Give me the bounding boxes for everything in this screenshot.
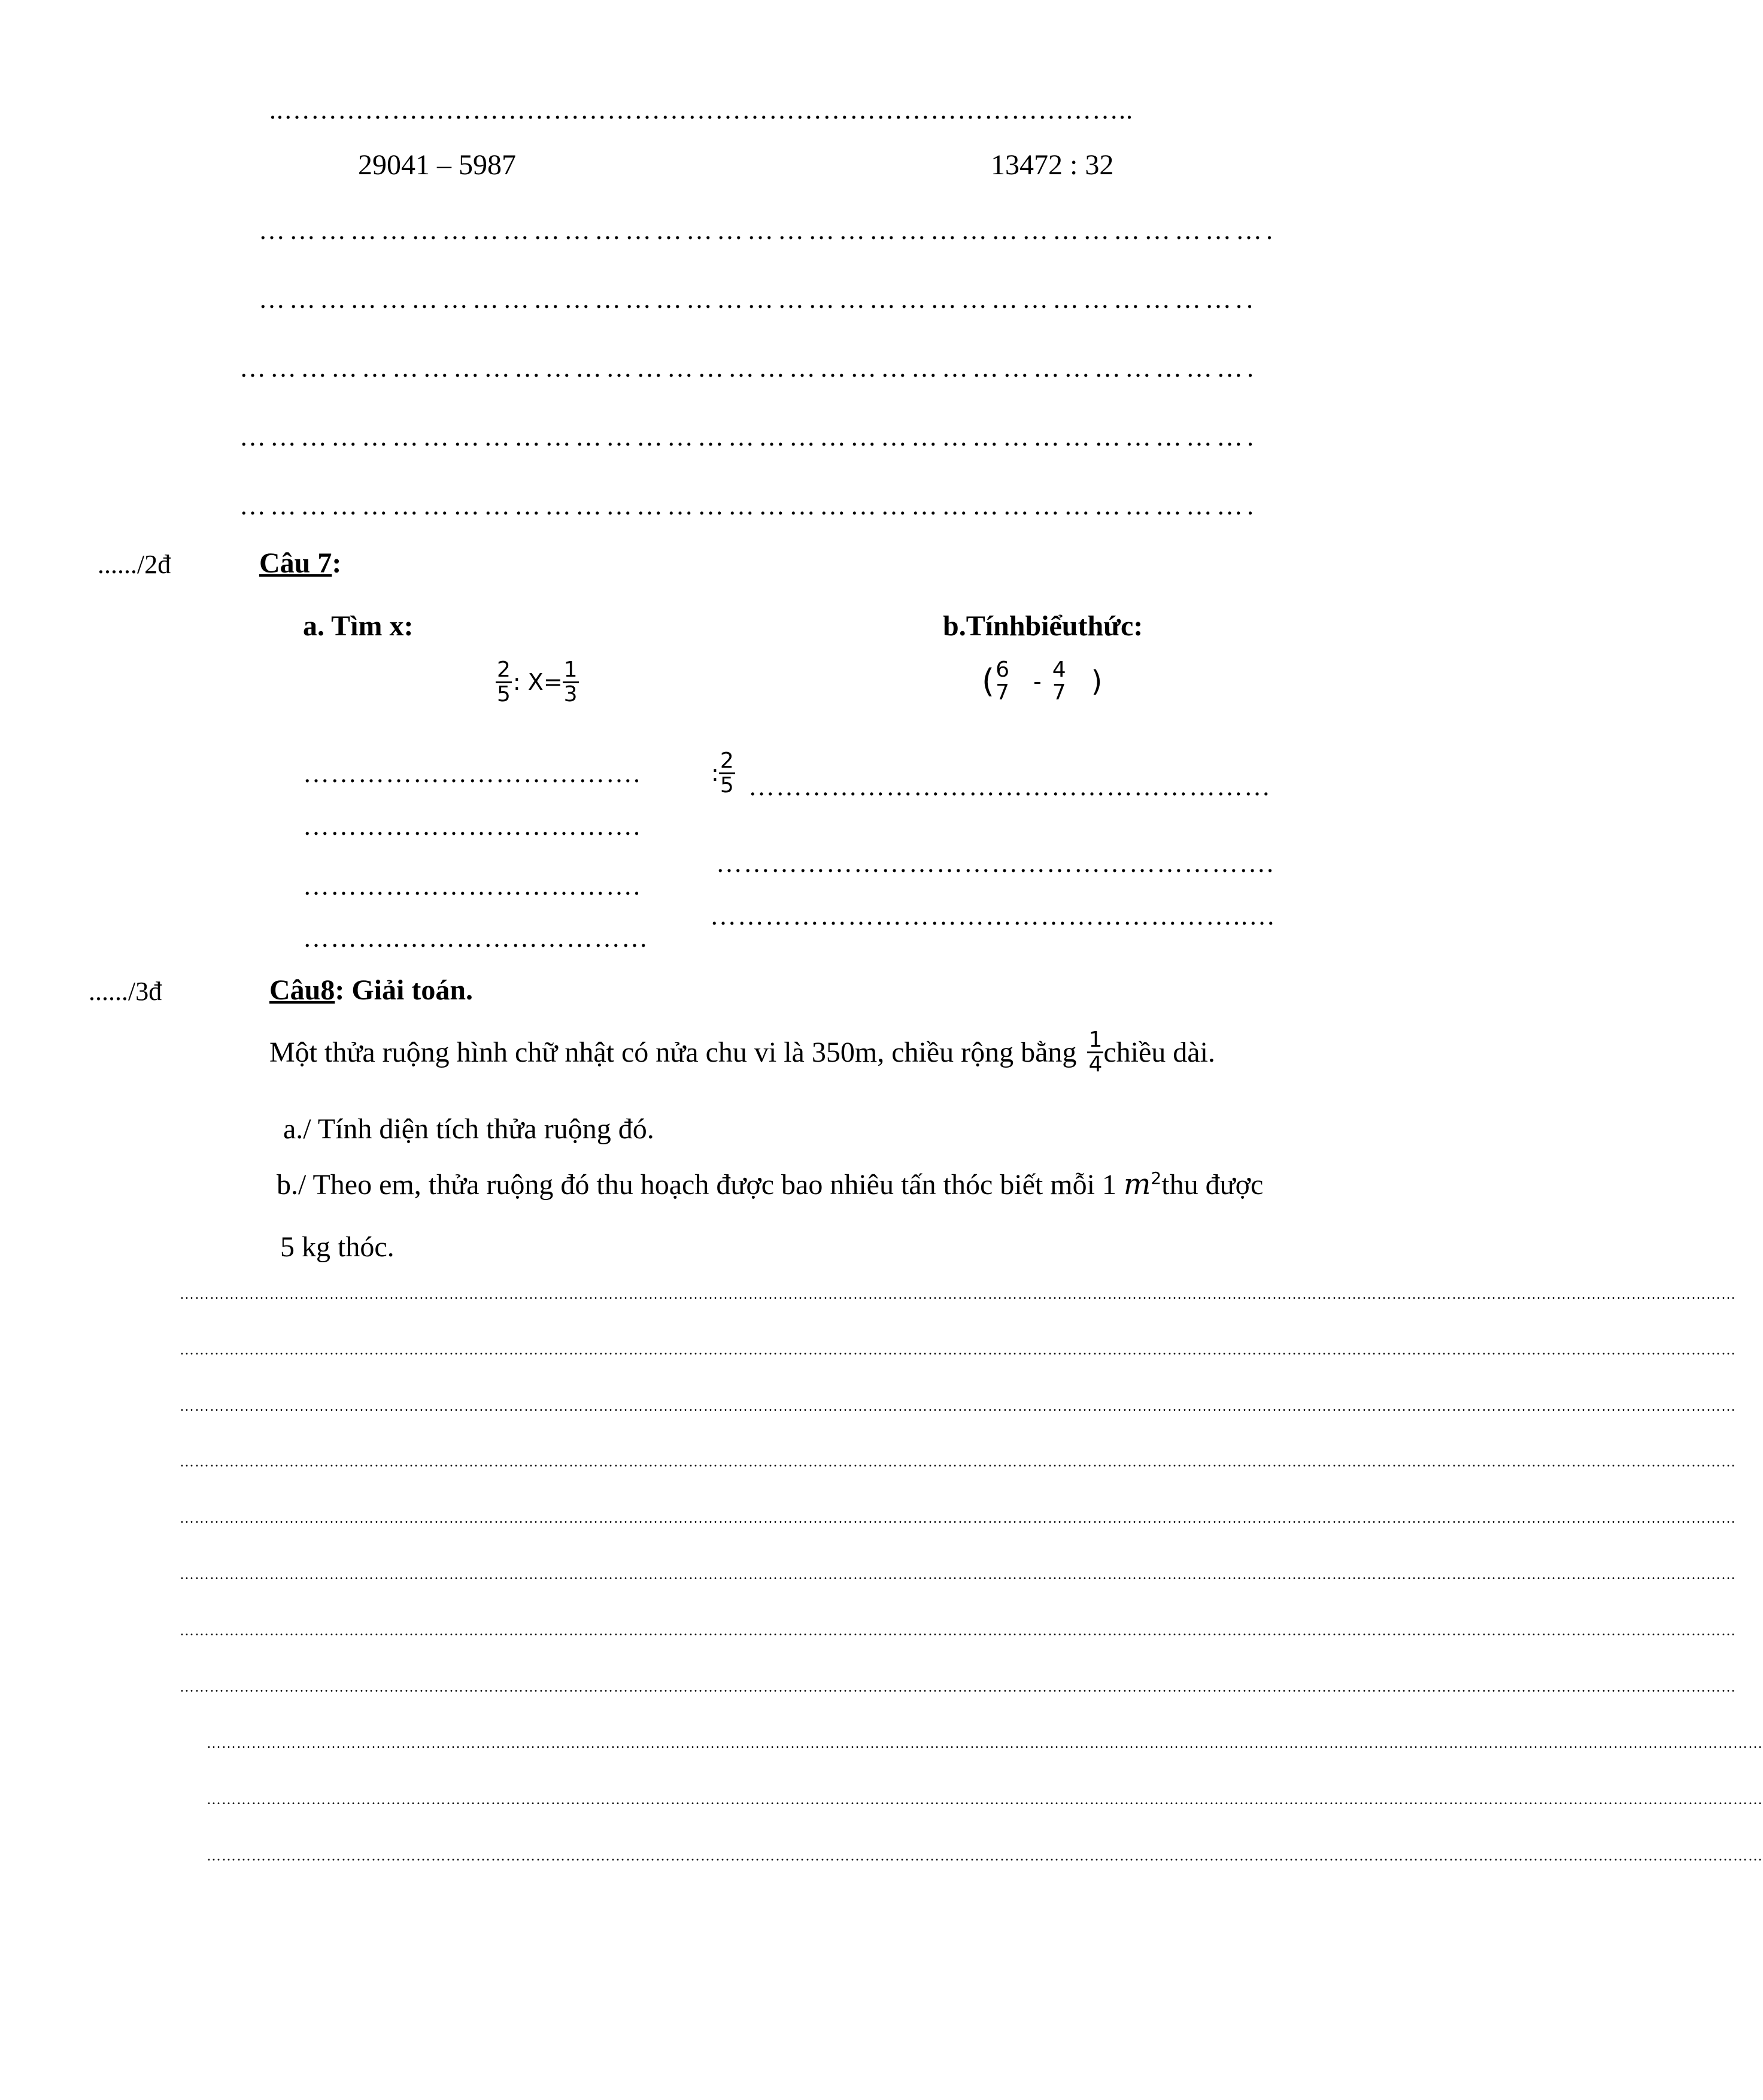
problem-text-end: chiều dài. (1103, 1036, 1215, 1068)
numerator: 1 (1088, 1028, 1103, 1052)
denominator: 5 (497, 681, 511, 707)
answer-line[interactable]: …………………………………………………………………………………………………………………………………………………………………………………………………………………………………………………………………………………… (207, 1792, 1763, 1808)
part-b-text-end: thu được (1161, 1169, 1264, 1201)
question-7-title (259, 547, 341, 580)
answer-line[interactable]: …………………………………………………………………………………………………………………………………………………………………………………………………………………………………………………………………………………… (207, 1736, 1763, 1751)
part-b-text: b./ Theo em, thửa ruộng đó thu hoạch được bao nhiêu tấn thóc biết mỗi 1 (277, 1169, 1124, 1201)
minus-sign: - (1033, 668, 1042, 695)
score-q8: ....../3đ (89, 977, 162, 1006)
dot-line[interactable]: ………..……………………… (303, 923, 649, 953)
score-q7: ....../2đ (98, 550, 171, 579)
problem-statement (269, 1029, 1215, 1076)
answer-line[interactable]: …………………………………………………………………………………………………………………………………………………………………………………………………………………………………………………………………………………… (180, 1623, 1736, 1639)
open-paren: ( (982, 662, 995, 701)
answer-line[interactable]: …………………………………………………………………………………………………………………………………………………………………………………………………………………………………………………………………………………… (180, 1454, 1736, 1470)
part-b-question (277, 1168, 1263, 1201)
denominator: 3 (563, 681, 578, 707)
denominator: 7 (1052, 680, 1066, 705)
equation-operator: : X= (512, 669, 563, 696)
part-a-question: a./ Tính diện tích thửa ruộng đó. (283, 1113, 654, 1145)
question-7-colon: : (332, 547, 342, 579)
answer-line[interactable]: …………………………………………………………………………………………………………………………………………………………………………………………………………………………………………………………………………………… (180, 1567, 1736, 1583)
answer-line[interactable]: …………………………………………………………………………………………………………………………………………………………………………………………………………………………………………………………………………………… (180, 1343, 1736, 1358)
question-8-label: Câu8 (269, 974, 335, 1006)
fraction (1051, 659, 1067, 704)
numerator: 2 (720, 749, 734, 773)
question-7-label: Câu 7 (259, 547, 332, 579)
fraction (719, 750, 735, 797)
dot-line[interactable]: ………………………………………………………………………………………. (259, 216, 1277, 245)
answer-line[interactable]: …………………………………………………………………………………………………………………………………………………………………………………………………………………………………………………………………………………… (207, 1849, 1763, 1864)
dot-line[interactable]: ..………………………………………………………………………………….. (269, 95, 1133, 125)
denominator: 4 (1088, 1051, 1103, 1077)
fraction (994, 659, 1011, 704)
part-b-expression (982, 659, 1102, 704)
numerator: 2 (497, 657, 511, 682)
answer-line[interactable]: …………………………………………………………………………………………………………………………………………………………………………………………………………………………………………………………………………………… (180, 1511, 1736, 1526)
numerator: 6 (996, 657, 1009, 682)
denominator: 7 (996, 680, 1009, 705)
dot-line[interactable]: ………………………………. (303, 871, 641, 901)
unit: m (1123, 1168, 1151, 1201)
dot-line[interactable]: ………………………………. (303, 811, 641, 841)
dot-line[interactable]: ………………………………………………………………………………………. (239, 491, 1258, 520)
fraction (563, 659, 579, 706)
dot-line[interactable]: ………………………………………………………………………………………. (239, 422, 1258, 451)
question-8-title (269, 974, 473, 1007)
fraction (1087, 1029, 1103, 1076)
divide-by-fraction (711, 750, 735, 797)
fraction (496, 659, 512, 706)
part-b-question-line2: 5 kg thóc. (280, 1231, 395, 1263)
calc-subtraction: 29041 – 5987 (358, 149, 516, 181)
denominator: 5 (720, 772, 734, 798)
part-a-label: a. Tìm x: (303, 610, 414, 642)
answer-line[interactable]: …………………………………………………………………………………………………………………………………………………………………………………………………………………………………………………………………………………… (180, 1399, 1736, 1414)
dot-line[interactable]: ……………………………………………………. (716, 849, 1275, 878)
part-b-label: b.Tínhbiểuthức: (943, 610, 1143, 642)
divide-sign: : (711, 760, 719, 787)
problem-text: Một thửa ruộng hình chữ nhật có nửa chu vi là 350m, chiều rộng bằng (269, 1036, 1077, 1068)
answer-line[interactable]: …………………………………………………………………………………………………………………………………………………………………………………………………………………………………………………………………………………… (180, 1287, 1736, 1302)
dot-line[interactable]: ………………………………………………… (748, 772, 1272, 801)
answer-line[interactable]: …………………………………………………………………………………………………………………………………………………………………………………………………………………………………………………………………………………… (180, 1680, 1736, 1695)
exponent: 2 (1151, 1168, 1162, 1188)
part-a-equation (496, 659, 579, 706)
dot-line[interactable]: ………………………………. (303, 759, 641, 788)
numerator: 1 (563, 657, 578, 682)
numerator: 4 (1052, 657, 1066, 682)
dot-line[interactable]: …………………………………………………..… (710, 901, 1276, 931)
close-paren: ) (1091, 664, 1103, 698)
dot-line[interactable]: ………………………………………………………………………………………. (239, 353, 1258, 383)
calc-division: 13472 : 32 (991, 149, 1114, 181)
dot-line[interactable]: …………………………………………………………………………………….. (259, 284, 1257, 314)
question-8-subtitle: : Giải toán. (335, 974, 474, 1006)
